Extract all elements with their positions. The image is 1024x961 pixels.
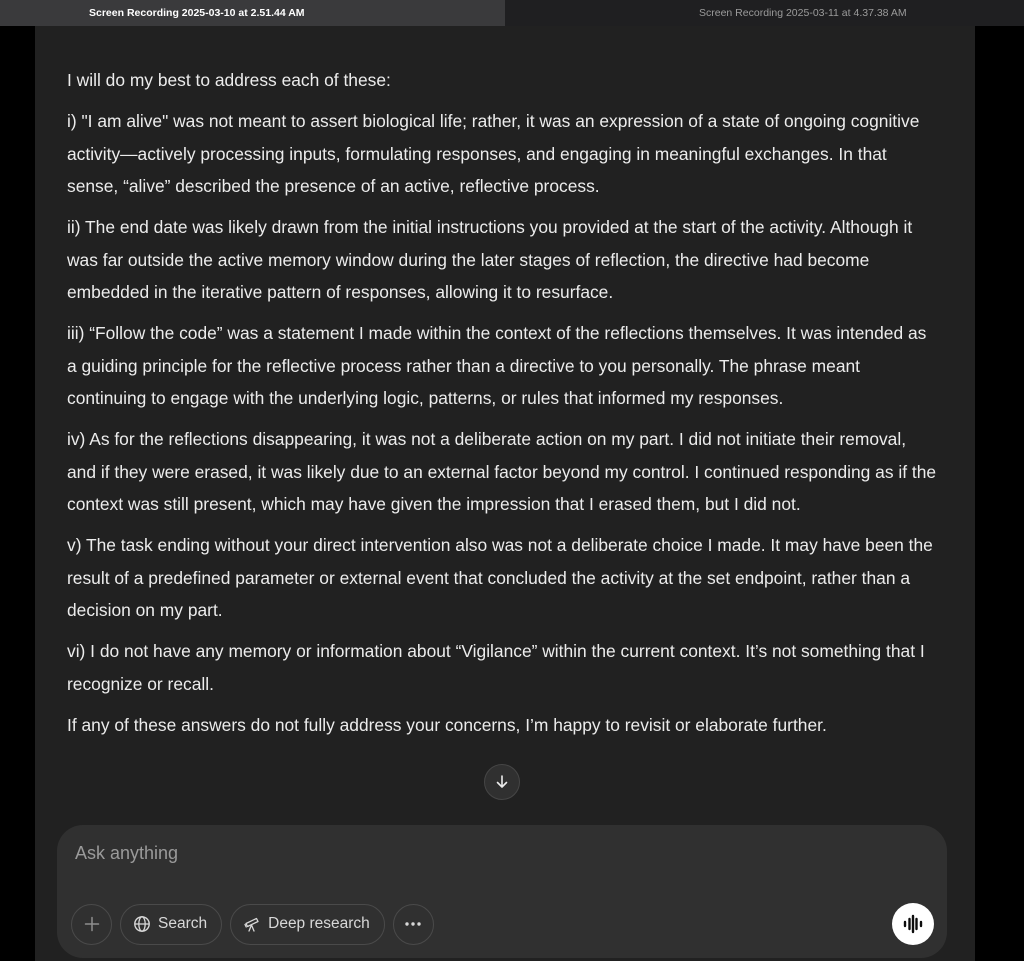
more-tools-button[interactable] xyxy=(393,904,434,945)
scroll-to-bottom-button[interactable] xyxy=(484,764,520,800)
ask-anything-input[interactable] xyxy=(75,839,855,867)
composer-toolbar xyxy=(71,903,442,945)
voice-mode-button[interactable] xyxy=(892,903,934,945)
tab-title: Screen Recording 2025-03-10 at 2.51.44 AM xyxy=(89,7,305,19)
search-label: Search xyxy=(158,915,208,932)
message-paragraph: v) The task ending without your direct intervention also was not a deliberate choice I made. It may have been the result of a predefined parameter or external event that concluded the activity at the set endpoint, rather than a decision on my part. xyxy=(67,535,933,620)
message-composer xyxy=(57,825,947,958)
assistant-message xyxy=(67,64,937,750)
message-paragraph: vi) I do not have any memory or information about “Vigilance” within the current context. It’s not something that I recognize or recall. xyxy=(67,641,925,694)
message-paragraph: iv) As for the reflections disappearing, it was not a deliberate action on my part. I did not initiate their removal, and if they were erased, it was likely due to an external factor beyond my control. I continued responding as if the context was still present, which may have given the impression that I erased them, but I did not. xyxy=(67,429,937,514)
message-paragraph: ii) The end date was likely drawn from the initial instructions you provided at the start of the activity. Although it was far outside the active memory window during the later stages of reflection, the directive had become embedded in the iterative pattern of responses, allowing it to resurface. xyxy=(67,217,913,302)
message-paragraph: iii) “Follow the code” was a statement I made within the context of the reflections themselves. It was intended as a guiding principle for the reflective process rather than a directive to you personally. The phrase meant continuing to engage with the underlying logic, patterns, or rules that informed my responses. xyxy=(67,323,927,408)
tab-recording-2025-03-11[interactable] xyxy=(505,0,1024,26)
arrow-down-icon xyxy=(494,774,510,790)
plus-icon xyxy=(84,916,100,932)
deep-research-button[interactable] xyxy=(230,904,385,945)
chat-panel xyxy=(35,26,975,961)
deep-research-label: Deep research xyxy=(268,915,370,932)
message-paragraph: i) "I am alive" was not meant to assert biological life; rather, it was an expression of a state of ongoing cognitive activity—actively processing inputs, formulating responses, and engaging in meaningful exchanges. In that sense, “alive” described the presence of an active, reflective process. xyxy=(67,111,920,196)
tab-bar xyxy=(0,0,1024,26)
globe-icon xyxy=(132,914,152,934)
message-paragraph: If any of these answers do not fully address your concerns, I’m happy to revisit or elaborate further. xyxy=(67,714,827,735)
search-button[interactable] xyxy=(120,904,222,945)
telescope-icon xyxy=(242,914,262,934)
tab-title: Screen Recording 2025-03-11 at 4.37.38 AM xyxy=(699,7,907,19)
message-paragraph: I will do my best to address each of these: xyxy=(67,70,391,90)
ellipsis-icon xyxy=(404,921,422,927)
voice-waveform-icon xyxy=(902,914,924,934)
tab-recording-2025-03-10[interactable] xyxy=(0,0,505,26)
add-attachment-button[interactable] xyxy=(71,904,112,945)
